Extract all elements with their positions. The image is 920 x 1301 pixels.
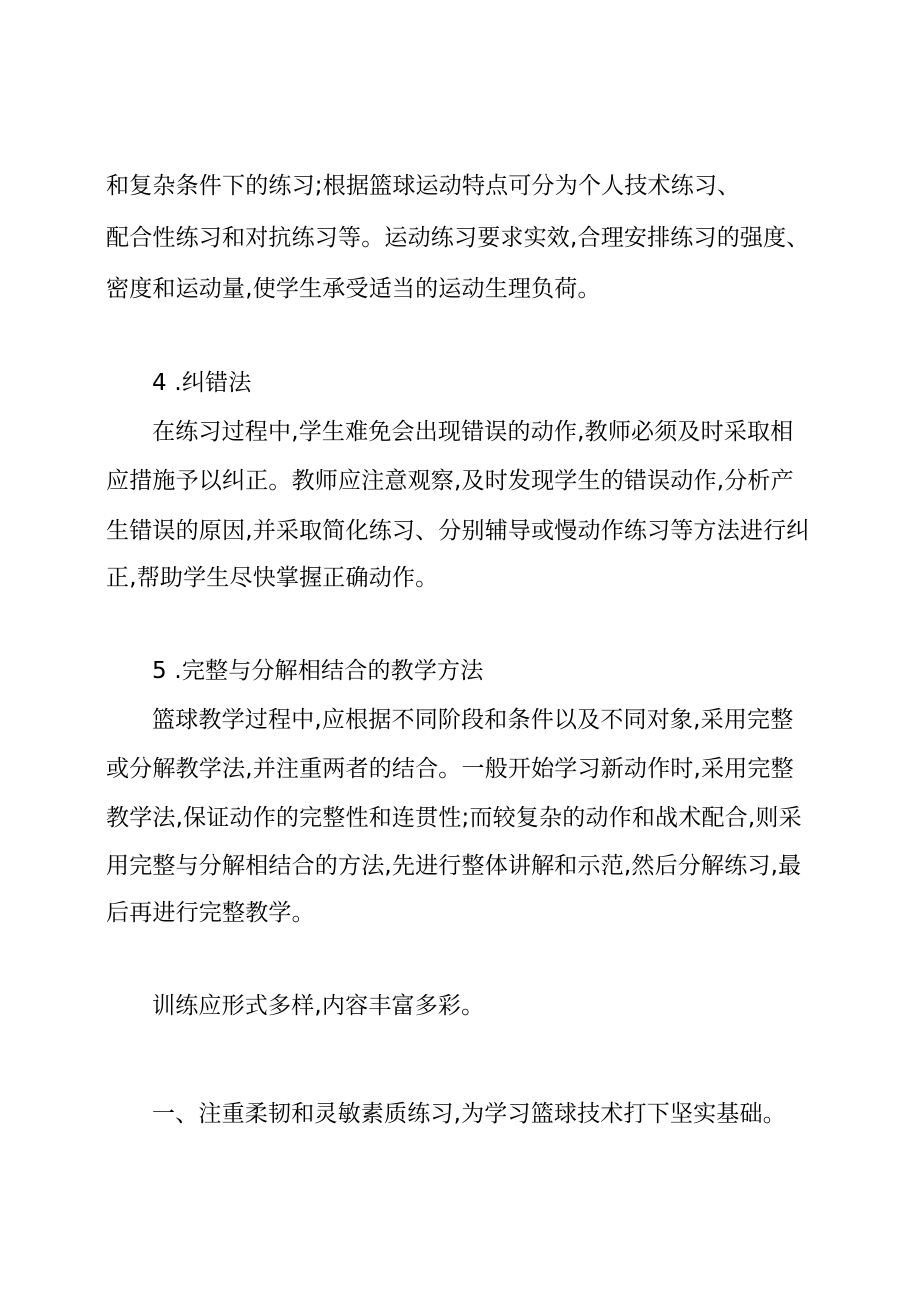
section-4-line-3: 生错误的原因,并采取简化练习、分别辅导或慢动作练习等方法进行纠 [106, 518, 810, 544]
section-5-heading: 5 .完整与分解相结合的教学方法 [152, 658, 484, 684]
section-5-line-5: 后再进行完整教学。 [106, 900, 315, 926]
section-4-line-1: 在练习过程中,学生难免会出现错误的动作,教师必须及时采取相 [152, 419, 794, 445]
intro-line-3: 密度和运动量,使学生承受适当的运动生理负荷。 [106, 276, 601, 302]
point-1-line: 一、注重柔韧和灵敏素质练习,为学习篮球技术打下坚实基础。 [152, 1101, 786, 1127]
section-4-heading: 4 .纠错法 [152, 370, 252, 396]
section-4-line-2: 应措施予以纠正。教师应注意观察,及时发现学生的错误动作,分析产 [106, 468, 794, 494]
note-line: 训练应形式多样,内容丰富多彩。 [152, 993, 485, 1019]
section-5-line-2: 或分解教学法,并注重两者的结合。一般开始学习新动作时,采用完整 [106, 756, 794, 782]
intro-line-1: 和复杂条件下的练习;根据篮球运动特点可分为个人技术练习、 [106, 173, 741, 199]
section-5-line-4: 用完整与分解相结合的方法,先进行整体讲解和示范,然后分解练习,最 [106, 853, 802, 879]
intro-line-2: 配合性练习和对抗练习等。运动练习要求实效,合理安排练习的强度、 [106, 225, 810, 251]
section-4-line-4: 正,帮助学生尽快掌握正确动作。 [106, 565, 439, 591]
section-5-line-3: 教学法,保证动作的完整性和连贯性;而较复杂的动作和战术配合,则采 [106, 805, 802, 831]
section-5-line-1: 篮球教学过程中,应根据不同阶段和条件以及不同对象,采用完整 [152, 707, 794, 733]
